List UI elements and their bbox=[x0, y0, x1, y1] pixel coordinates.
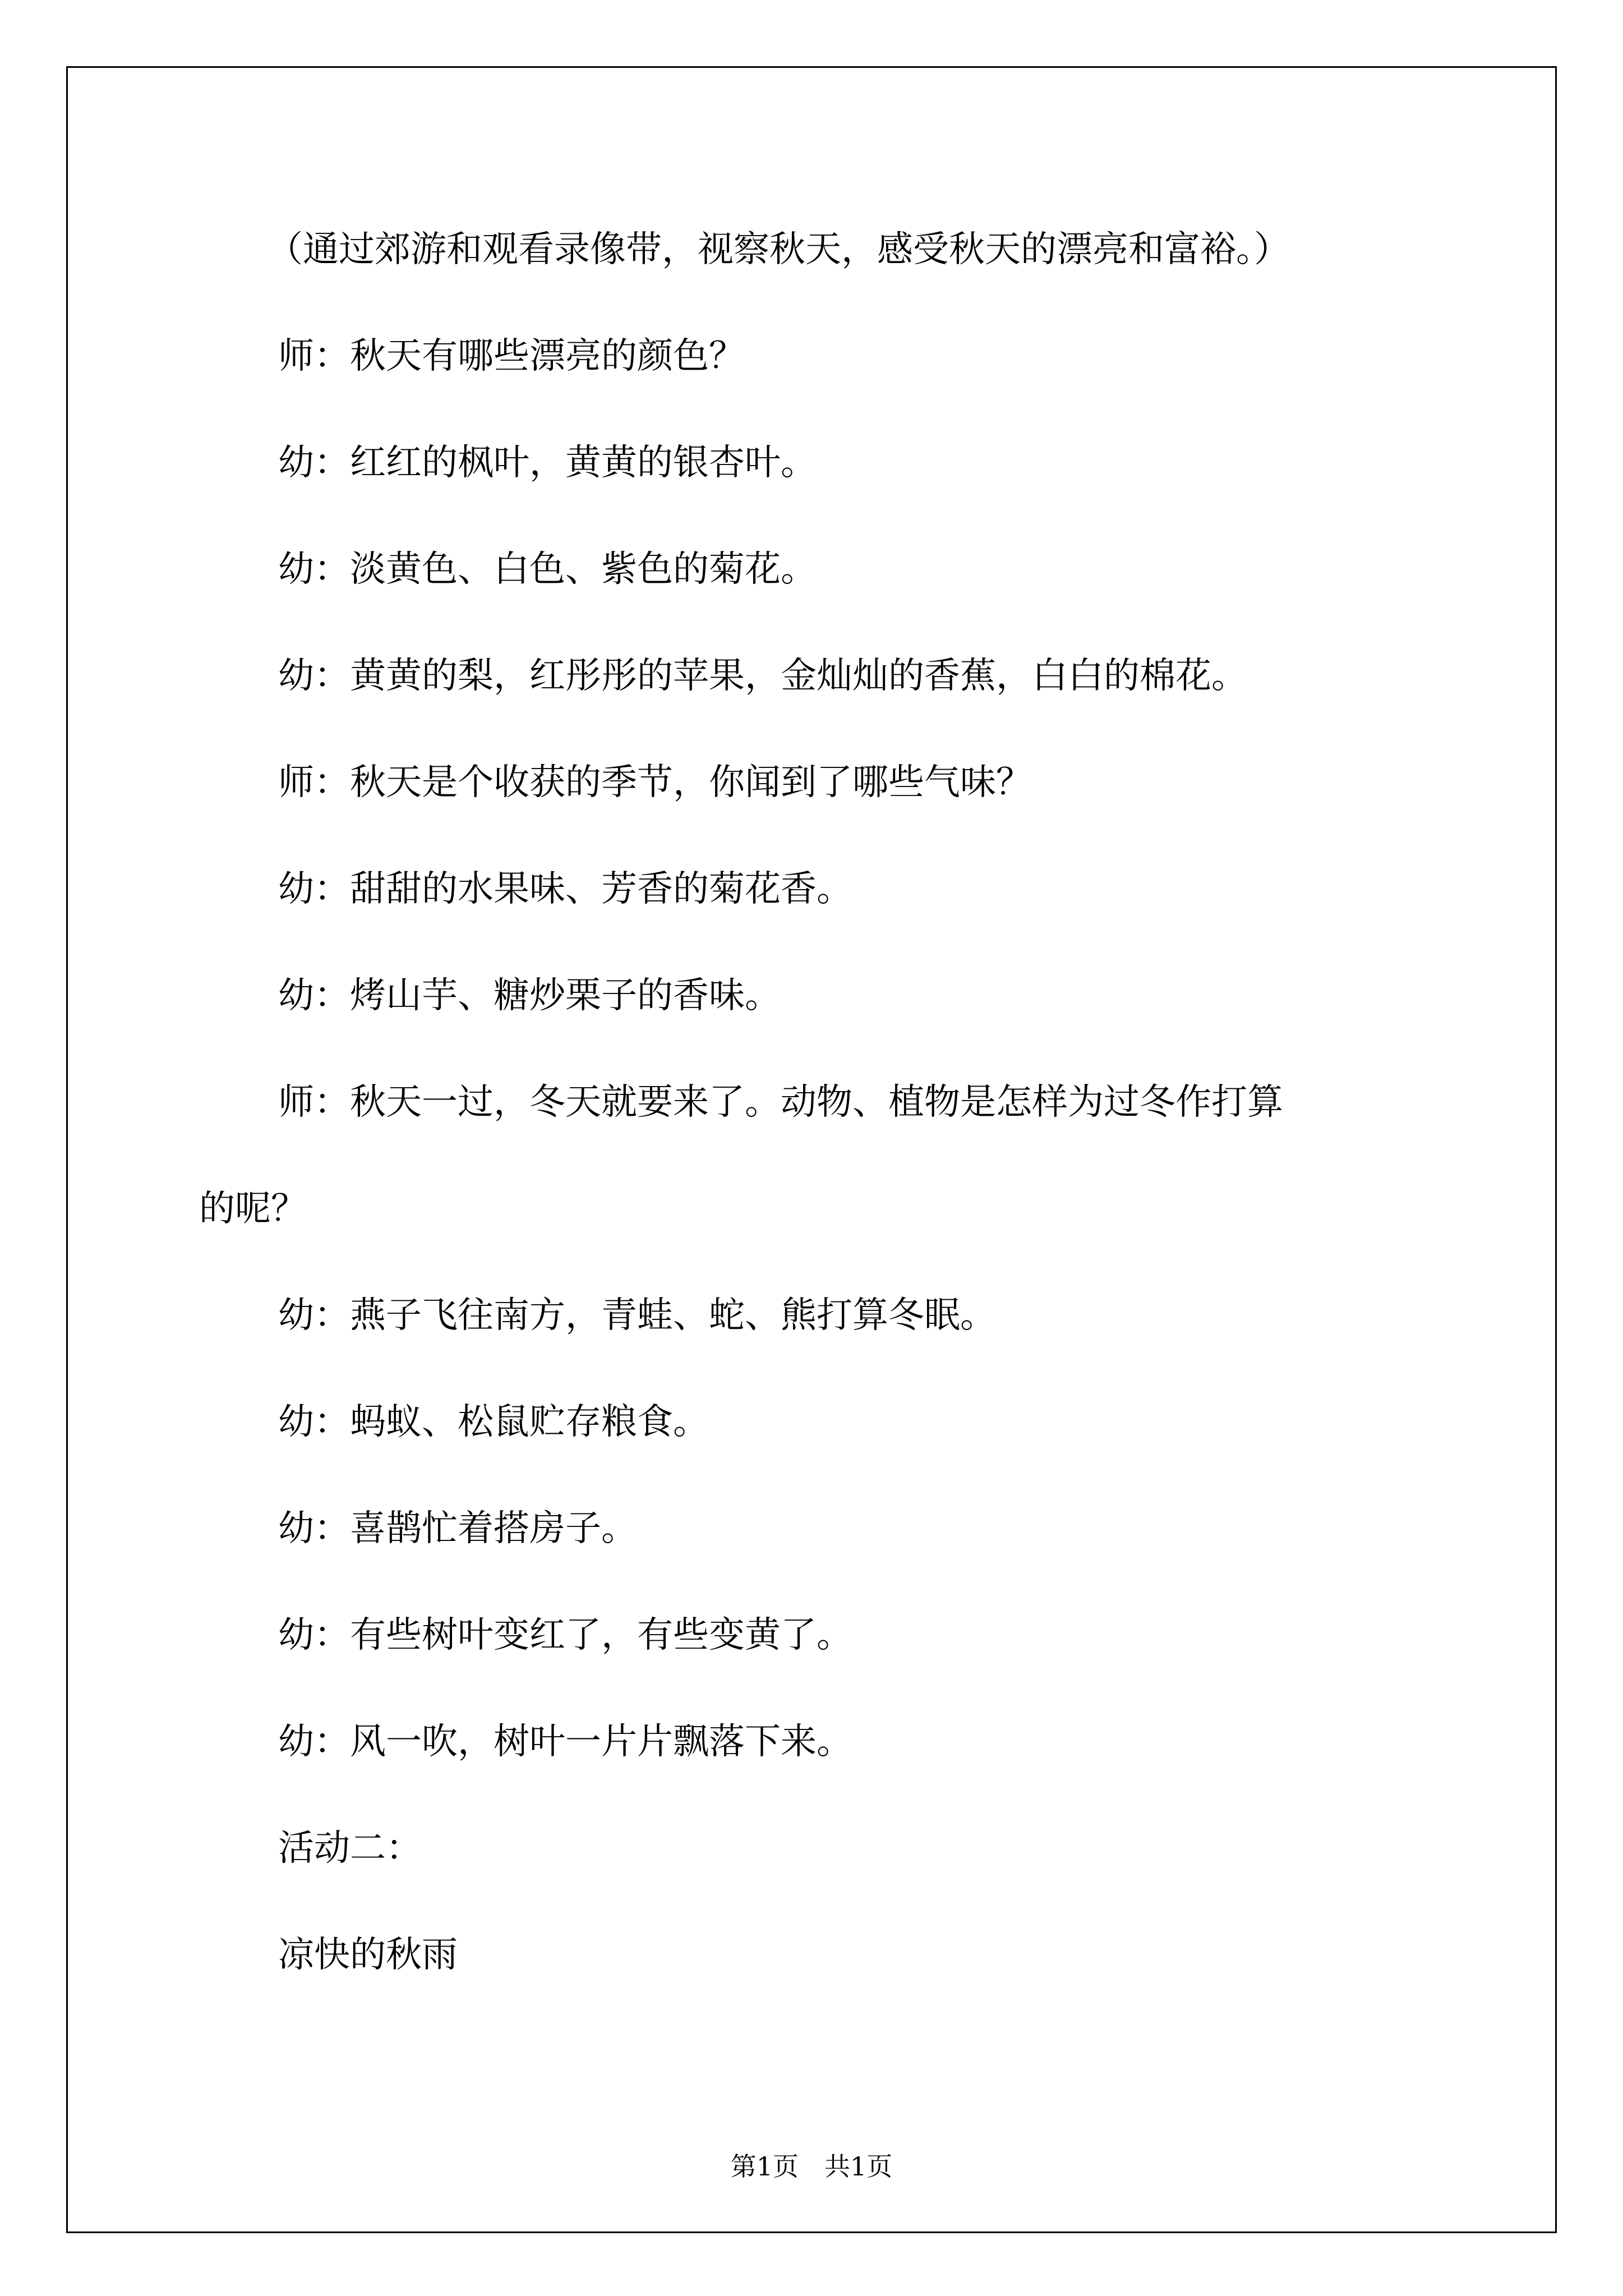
paragraph-intro: （通过郊游和观看录像带，视察秋天，感受秋天的漂亮和富裕。） bbox=[267, 229, 1290, 270]
paragraph-child-fruits: 幼：黄黄的梨，红彤彤的苹果，金灿灿的香蕉，白白的棉花。 bbox=[278, 655, 1247, 697]
page-border bbox=[66, 66, 1557, 2233]
activity-two-title: 凉快的秋雨 bbox=[278, 1934, 458, 1976]
paragraph-teacher-colors: 师：秋天有哪些漂亮的颜色？ bbox=[278, 335, 745, 377]
page-footer: 第1页 共1页 bbox=[730, 2151, 893, 2182]
paragraph-child-magpie: 幼：喜鹊忙着搭房子。 bbox=[278, 1508, 637, 1549]
paragraph-child-leaves-fall: 幼：风一吹，树叶一片片飘落下来。 bbox=[278, 1721, 852, 1763]
paragraph-child-fruit-smell: 幼：甜甜的水果味、芳香的菊花香。 bbox=[278, 868, 852, 910]
paragraph-child-store-food: 幼：蚂蚁、松鼠贮存粮食。 bbox=[278, 1401, 709, 1443]
paragraph-teacher-winter: 师：秋天一过，冬天就要来了。动物、植物是怎样为过冬作打算 bbox=[278, 1082, 1283, 1123]
paragraph-teacher-smells: 师：秋天是个收获的季节，你闻到了哪些气味？ bbox=[278, 762, 1032, 803]
paragraph-child-hibernate: 幼：燕子飞往南方，青蛙、蛇、熊打算冬眠。 bbox=[278, 1295, 996, 1336]
paragraph-child-leaf-color: 幼：有些树叶变红了，有些变黄了。 bbox=[278, 1614, 852, 1656]
paragraph-child-roast-smell: 幼：烤山芋、糖炒栗子的香味。 bbox=[278, 975, 781, 1016]
paragraph-child-chrysanthemum: 幼：淡黄色、白色、紫色的菊花。 bbox=[278, 549, 817, 590]
activity-two-heading: 活动二： bbox=[278, 1828, 422, 1869]
paragraph-child-leaves: 幼：红红的枫叶，黄黄的银杏叶。 bbox=[278, 442, 817, 484]
paragraph-teacher-winter-cont: 的呢？ bbox=[199, 1188, 307, 1230]
